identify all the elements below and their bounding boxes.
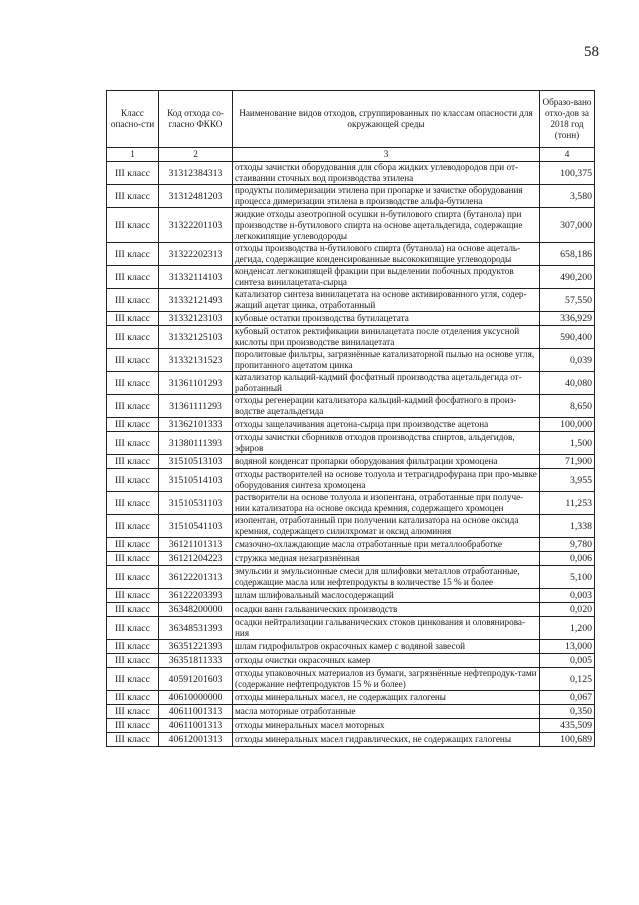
waste-code-cell: 31510514103 <box>159 469 233 492</box>
waste-name-cell: кубовые остатки производства бутилацетата <box>233 312 540 326</box>
table-row <box>107 289 595 312</box>
waste-code-cell: 31361101293 <box>159 372 233 395</box>
column-number: 3 <box>233 148 540 162</box>
table-row <box>107 418 595 432</box>
table-row <box>107 208 595 243</box>
hazard-class-cell: III класс <box>107 515 159 538</box>
waste-amount-cell: 100,689 <box>540 733 595 747</box>
waste-code-cell: 36348531393 <box>159 617 233 640</box>
waste-amount-cell: 0,350 <box>540 705 595 719</box>
table-row <box>107 492 595 515</box>
hazard-class-cell: III класс <box>107 372 159 395</box>
hazard-class-cell: III класс <box>107 289 159 312</box>
waste-amount-cell: 0,003 <box>540 589 595 603</box>
waste-amount-cell: 40,080 <box>540 372 595 395</box>
waste-amount-cell: 0,125 <box>540 668 595 691</box>
waste-name-cell: шлам гидрофильтров окрасочных камер с водяной завесой <box>233 640 540 654</box>
waste-name-cell: отходы регенерации катализатора кальций-кадмий фосфатного в произ-водстве ацетальдегида <box>233 395 540 418</box>
waste-amount-cell: 590,400 <box>540 326 595 349</box>
waste-name-cell: отходы очистки окрасочных камер <box>233 654 540 668</box>
waste-amount-cell: 1,500 <box>540 432 595 455</box>
waste-amount-cell: 8,650 <box>540 395 595 418</box>
table-row <box>107 552 595 566</box>
hazard-class-cell: III класс <box>107 705 159 719</box>
table-row <box>107 733 595 747</box>
waste-code-cell: 36122203393 <box>159 589 233 603</box>
waste-amount-cell: 1,338 <box>540 515 595 538</box>
waste-code-cell: 36121101313 <box>159 538 233 552</box>
waste-code-cell: 31332121493 <box>159 289 233 312</box>
waste-name-cell: отходы зачистки оборудования для сбора жидких углеводородов при от-стаивании сточных вод производства этилена <box>233 162 540 185</box>
waste-amount-cell: 307,000 <box>540 208 595 243</box>
waste-amount-cell: 9,780 <box>540 538 595 552</box>
waste-amount-cell: 0,005 <box>540 654 595 668</box>
waste-name-cell: отходы минеральных масел гидравлических, не содержащих галогены <box>233 733 540 747</box>
hazard-class-cell: III класс <box>107 566 159 589</box>
hazard-class-cell: III класс <box>107 243 159 266</box>
hazard-class-cell: III класс <box>107 418 159 432</box>
waste-code-cell: 40611001313 <box>159 719 233 733</box>
header-waste-code: Код отхода со-гласно ФККО <box>159 91 233 148</box>
waste-amount-cell: 13,000 <box>540 640 595 654</box>
waste-name-cell: отходы растворителей на основе толуола и тетрагидрофурана при про-мывке оборудования синтеза хромоцена <box>233 469 540 492</box>
waste-amount-cell: 100,375 <box>540 162 595 185</box>
waste-amount-cell: 5,100 <box>540 566 595 589</box>
waste-code-cell: 31332123103 <box>159 312 233 326</box>
table-row <box>107 349 595 372</box>
table-row <box>107 566 595 589</box>
waste-amount-cell: 0,039 <box>540 349 595 372</box>
waste-code-cell: 36122201313 <box>159 566 233 589</box>
waste-amount-cell: 11,253 <box>540 492 595 515</box>
waste-code-cell: 31322202313 <box>159 243 233 266</box>
waste-amount-cell: 336,929 <box>540 312 595 326</box>
waste-name-cell: жидкие отходы азеотропной осушки н-бутилового спирта (бутанола) при производстве н-бутилового спирта на основе ацетальдегида, содержащие легкокипящие углеводороды <box>233 208 540 243</box>
hazard-class-cell: III класс <box>107 733 159 747</box>
waste-amount-cell: 490,200 <box>540 266 595 289</box>
hazard-class-cell: III класс <box>107 538 159 552</box>
column-number: 4 <box>540 148 595 162</box>
waste-name-cell: отходы минеральных масел моторных <box>233 719 540 733</box>
hazard-class-cell: III класс <box>107 208 159 243</box>
table-row <box>107 185 595 208</box>
waste-name-cell: поролитовые фильтры, загрязнённые катализаторной пылью на основе угля, пропитанного ацетатом цинка <box>233 349 540 372</box>
waste-code-cell: 31380111393 <box>159 432 233 455</box>
waste-amount-cell: 1,200 <box>540 617 595 640</box>
table-row <box>107 243 595 266</box>
waste-name-cell: конденсат легкокипящей фракции при выделении побочных продуктов синтеза винилацетата-сырца <box>233 266 540 289</box>
table-row <box>107 162 595 185</box>
waste-name-cell: отходы производства н-бутилового спирта (бутанола) на основе ацеталь-дегида, содержащие конденсированные высококипящие углеводороды <box>233 243 540 266</box>
hazard-class-cell: III класс <box>107 455 159 469</box>
waste-code-cell: 31510531103 <box>159 492 233 515</box>
header-waste-amount: Образо-вано отхо-дов за 2018 год (тонн) <box>540 91 595 148</box>
column-number: 1 <box>107 148 159 162</box>
waste-name-cell: отходы зачистки сборников отходов производства спиртов, альдегидов, эфиров <box>233 432 540 455</box>
waste-code-cell: 36351811333 <box>159 654 233 668</box>
table-row <box>107 266 595 289</box>
table-row <box>107 395 595 418</box>
table-row <box>107 668 595 691</box>
waste-code-cell: 40591201603 <box>159 668 233 691</box>
hazard-class-cell: III класс <box>107 589 159 603</box>
waste-code-cell: 31332131523 <box>159 349 233 372</box>
table-row <box>107 312 595 326</box>
hazard-class-cell: III класс <box>107 469 159 492</box>
hazard-class-cell: III класс <box>107 552 159 566</box>
waste-amount-cell: 3,580 <box>540 185 595 208</box>
table-row <box>107 589 595 603</box>
waste-table <box>106 90 595 747</box>
table-row <box>107 515 595 538</box>
waste-code-cell: 31312481203 <box>159 185 233 208</box>
waste-code-cell: 31510541103 <box>159 515 233 538</box>
table-row <box>107 640 595 654</box>
waste-amount-cell: 435,509 <box>540 719 595 733</box>
hazard-class-cell: III класс <box>107 312 159 326</box>
table-row <box>107 691 595 705</box>
header-row <box>107 91 595 148</box>
hazard-class-cell: III класс <box>107 603 159 617</box>
waste-name-cell: изопентан, отработанный при получении катализатора на основе оксида кремния, содержащего силилхромат и оксид алюминия <box>233 515 540 538</box>
waste-name-cell: катализатор кальций-кадмий фосфатный производства ацетальдегида от-работанный <box>233 372 540 395</box>
waste-code-cell: 31510513103 <box>159 455 233 469</box>
waste-name-cell: продукты полимеризации этилена при пропарке и зачистке оборудования процесса димеризации этилена в производстве альфа-бутилена <box>233 185 540 208</box>
column-number: 2 <box>159 148 233 162</box>
waste-amount-cell: 0,067 <box>540 691 595 705</box>
waste-name-cell: масла моторные отработанные <box>233 705 540 719</box>
header-waste-name: Наименование видов отходов, сгруппированных по классам опасности для окружающей среды <box>233 91 540 148</box>
hazard-class-cell: III класс <box>107 185 159 208</box>
table-row <box>107 455 595 469</box>
waste-code-cell: 40610000000 <box>159 691 233 705</box>
table-row <box>107 719 595 733</box>
waste-name-cell: кубовый остаток ректификации винилацетата после отделения уксусной кислоты при производстве винилацетата <box>233 326 540 349</box>
waste-amount-cell: 0,020 <box>540 603 595 617</box>
table-body <box>107 162 595 747</box>
waste-name-cell: катализатор синтеза винилацетата на основе активированного угля, содер-жащий ацетат цинка, отработанный <box>233 289 540 312</box>
waste-name-cell: отходы упаковочных материалов из бумаги, загрязнённые нефтепродук-тами (содержание нефтепродуктов 15 % и более) <box>233 668 540 691</box>
waste-name-cell: эмульсии и эмульсионные смеси для шлифовки металлов отработанные, содержащие масла или нефтепродукты в количестве 15 % и более <box>233 566 540 589</box>
hazard-class-cell: III класс <box>107 617 159 640</box>
waste-code-cell: 31332114103 <box>159 266 233 289</box>
table-row <box>107 432 595 455</box>
hazard-class-cell: III класс <box>107 432 159 455</box>
waste-name-cell: шлам шлифовальный маслосодержащий <box>233 589 540 603</box>
hazard-class-cell: III класс <box>107 162 159 185</box>
hazard-class-cell: III класс <box>107 719 159 733</box>
waste-code-cell: 31322201103 <box>159 208 233 243</box>
waste-amount-cell: 57,550 <box>540 289 595 312</box>
waste-amount-cell: 0,006 <box>540 552 595 566</box>
waste-name-cell: осадки ванн гальванических производств <box>233 603 540 617</box>
waste-name-cell: отходы защелачивания ацетона-сырца при производстве ацетона <box>233 418 540 432</box>
hazard-class-cell: III класс <box>107 326 159 349</box>
waste-name-cell: стружка медная незагрязнённая <box>233 552 540 566</box>
table-row <box>107 469 595 492</box>
waste-code-cell: 36121204223 <box>159 552 233 566</box>
table-row <box>107 603 595 617</box>
waste-amount-cell: 658,186 <box>540 243 595 266</box>
waste-code-cell: 36348200000 <box>159 603 233 617</box>
table-row <box>107 654 595 668</box>
waste-code-cell: 36351221393 <box>159 640 233 654</box>
header-hazard-class: Класс опасно-сти <box>107 91 159 148</box>
table-row <box>107 538 595 552</box>
waste-name-cell: растворители на основе толуола и изопентана, отработанные при получе-нии катализатора на основе оксида кремния, содержащего хромоцен <box>233 492 540 515</box>
waste-name-cell: смазочно-охлаждающие масла отработанные при металлообработке <box>233 538 540 552</box>
waste-code-cell: 31362101333 <box>159 418 233 432</box>
column-number-row <box>107 148 595 162</box>
waste-code-cell: 31361111293 <box>159 395 233 418</box>
waste-code-cell: 31332125103 <box>159 326 233 349</box>
waste-name-cell: водяной конденсат пропарки оборудования фильтрации хромоцена <box>233 455 540 469</box>
hazard-class-cell: III класс <box>107 654 159 668</box>
hazard-class-cell: III класс <box>107 266 159 289</box>
hazard-class-cell: III класс <box>107 640 159 654</box>
waste-code-cell: 40612001313 <box>159 733 233 747</box>
waste-name-cell: осадки нейтрализации гальванических стоков цинкования и оловянирова-ния <box>233 617 540 640</box>
page-number: 58 <box>584 44 599 60</box>
waste-amount-cell: 71,900 <box>540 455 595 469</box>
hazard-class-cell: III класс <box>107 395 159 418</box>
waste-code-cell: 40611001313 <box>159 705 233 719</box>
waste-amount-cell: 100,000 <box>540 418 595 432</box>
hazard-class-cell: III класс <box>107 668 159 691</box>
hazard-class-cell: III класс <box>107 349 159 372</box>
table-row <box>107 326 595 349</box>
waste-code-cell: 31312384313 <box>159 162 233 185</box>
hazard-class-cell: III класс <box>107 691 159 705</box>
table-row <box>107 372 595 395</box>
waste-name-cell: отходы минеральных масел, не содержащих галогены <box>233 691 540 705</box>
waste-amount-cell: 3,955 <box>540 469 595 492</box>
table-row <box>107 705 595 719</box>
table-row <box>107 617 595 640</box>
hazard-class-cell: III класс <box>107 492 159 515</box>
